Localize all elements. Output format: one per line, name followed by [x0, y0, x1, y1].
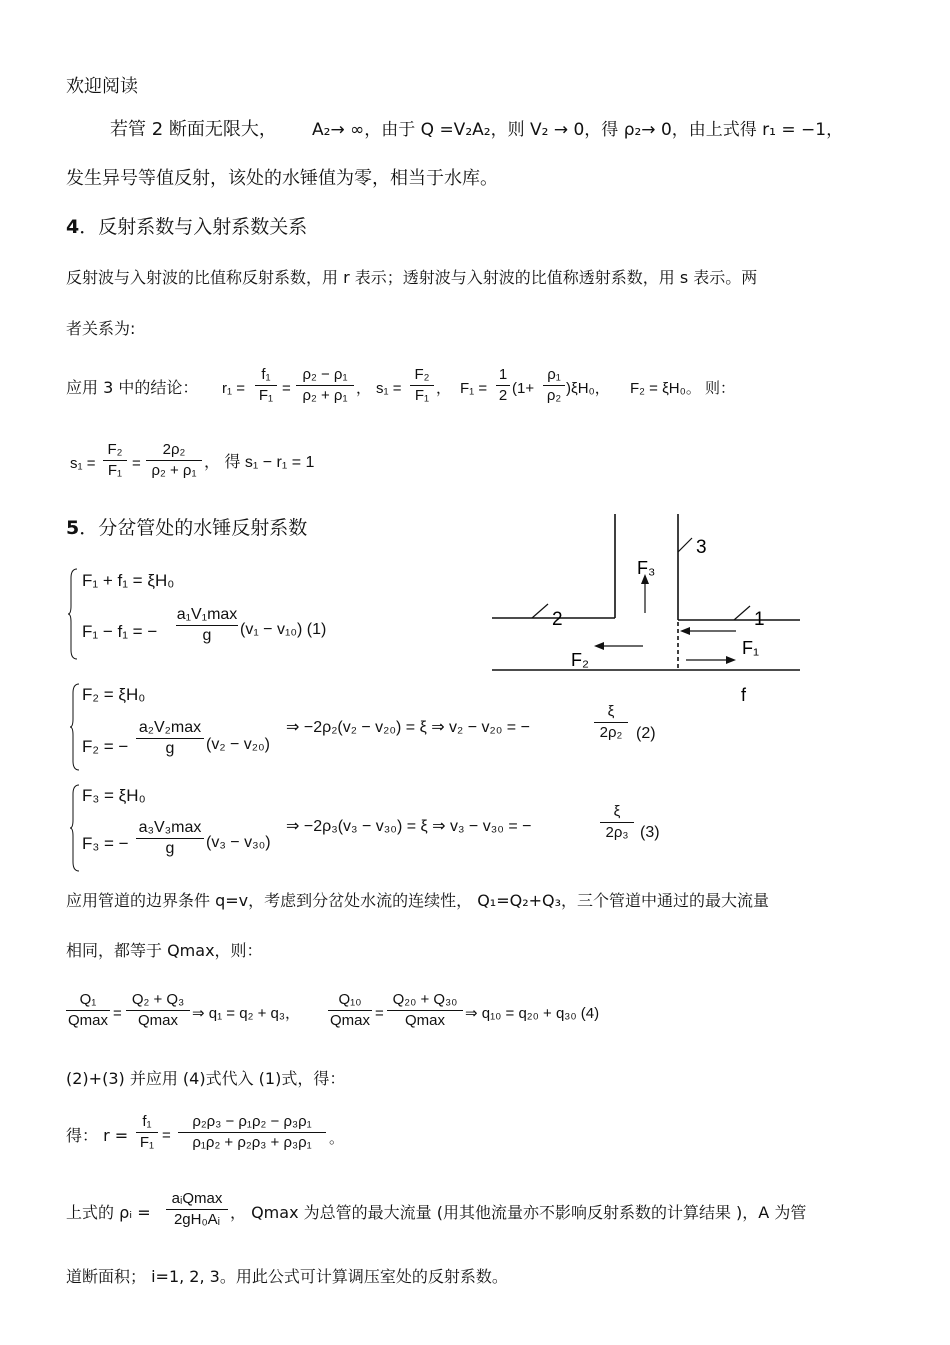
label-F1: F₁ [742, 638, 760, 658]
sys3-result-frac: ξ 2ρ₃ [600, 803, 634, 842]
para9-line1-tail: ， Qmax 为总管的最大流量 (用其他流量亦不影响反射系数的计算结果 )，A 为管 [230, 1203, 807, 1222]
p8-tail: 。 [329, 1130, 345, 1147]
eq-sign-2: = [132, 455, 141, 472]
pipe3-tick [678, 538, 692, 552]
comma: ， [356, 380, 372, 397]
brace-2 [70, 683, 80, 775]
sys2-line2-b: (v₂ − v₂₀) [206, 736, 270, 753]
rho-i-label: 上式的 ρᵢ = [66, 1203, 151, 1222]
brace-3 [70, 784, 80, 876]
section5-title: 分岔管处的水锤反射系数 [98, 517, 308, 539]
sys2-line2-a: F₂ = − [82, 737, 129, 756]
para3-lead: 应用 3 中的结论： [66, 378, 199, 397]
p6-tail: ⇒ q₁₀ = q₂₀ + q₃₀ (4) [465, 1005, 600, 1022]
arrow-F2-head [594, 642, 604, 650]
para2-line2: 者关系为: [66, 319, 136, 338]
p6-mid: ⇒ q₁ = q₂ + q₃， [192, 1005, 300, 1022]
sys2-frac: a₂V₂max g [136, 719, 204, 758]
rho-i-frac: aᵢQmax 2gH₀Aᵢ [166, 1190, 228, 1229]
label-F2: F₂ [571, 650, 589, 670]
paren-open: (1+ [512, 380, 535, 397]
sys3-tag: (3) [640, 824, 660, 841]
sys1-line2-a: F₁ − f₁ = − [82, 622, 158, 641]
para1-line1-a: 若管 2 断面无限大， [110, 119, 277, 140]
para1-line2: 发生异号等值反射，该处的水锤值为零，相当于水库。 [66, 168, 498, 189]
s1-label: s₁ = [376, 380, 402, 397]
sys3-line2-b: (v₃ − v₃₀) [206, 834, 271, 851]
label-pipe2: 2 [552, 609, 563, 630]
F2-over-F1: F₂ F₁ [410, 366, 434, 405]
sys3-line1: F₃ = ξH₀ [82, 786, 146, 805]
arrow-F1-head [680, 627, 690, 635]
brace-2-shape [70, 683, 80, 771]
branch-pipe-diagram [488, 508, 808, 708]
label-pipe1: 1 [754, 609, 765, 630]
sys3-result: ⇒ −2ρ₃(v₃ − v₃₀) = ξ ⇒ v₃ − v₃₀ = − [286, 818, 532, 835]
sys1-line2-b: (v₁ − v₁₀) (1) [240, 621, 327, 638]
f1-over-F1: f₁ F₁ [255, 366, 277, 405]
section5-heading [66, 517, 307, 539]
sys2-line1: F₂ = ξH₀ [82, 685, 146, 704]
F1-tail: )ξH₀， [566, 380, 610, 397]
pipe2-tick [532, 604, 548, 618]
Q10-over-Qmax: Q₁₀ Qmax [329, 991, 370, 1029]
arrow-f-head [726, 656, 736, 664]
brace-3-shape [70, 784, 80, 872]
half: 1 2 [496, 366, 510, 405]
s1-label-2: s₁ = [70, 455, 96, 472]
p8-eq: = [162, 1127, 171, 1144]
Q20Q30-over-Qmax: Q₂₀ + Q₃₀ Qmax [387, 991, 463, 1030]
p6-eq-1: = [113, 1005, 122, 1022]
brace-1-shape [68, 568, 78, 660]
r-label: 得： r = [66, 1126, 129, 1145]
F1-label: F₁ = [460, 380, 488, 397]
para5-line1: 应用管道的边界条件 q=v，考虑到分岔处水流的连续性， Q₁=Q₂+Q₃，三个管道中通过的最大流量 [66, 891, 770, 910]
F2-over-F1-2: F₂ F₁ [103, 441, 127, 480]
section4-dot: ． [79, 216, 99, 238]
sys1-line1: F₁ + f₁ = ξH₀ [82, 571, 175, 590]
sys2-tag: (2) [636, 725, 656, 742]
comma-2: ， [436, 380, 452, 397]
f1-over-F1-r: f₁ F₁ [136, 1113, 158, 1152]
para2-line1: 反射波与入射波的比值称反射系数，用 r 表示；透射波与入射波的比值称透射系数，用 s 表示。两 [66, 268, 758, 287]
r-ratio: ρ₂ρ₃ − ρ₁ρ₂ − ρ₃ρ₁ ρ₁ρ₂ + ρ₂ρ₃ + ρ₃ρ₁ [178, 1113, 326, 1152]
pipe1-tick [734, 606, 750, 620]
s1-ratio: 2ρ₂ ρ₂ + ρ₁ [146, 441, 202, 480]
rho1-over-rho2: ρ₁ ρ₂ [543, 366, 565, 405]
sys3-frac: a₃V₃max g [136, 819, 204, 858]
section4-title: 反射系数与入射系数关系 [98, 216, 308, 238]
sys2-result: ⇒ −2ρ₂(v₂ − v₂₀) = ξ ⇒ v₂ − v₂₀ = − [286, 719, 530, 736]
label-f: f [741, 685, 747, 705]
sys2-result-frac: ξ 2ρ₂ [594, 703, 628, 742]
r1-label: r₁ = [222, 380, 245, 397]
watermark: ​ [520, 442, 600, 557]
p6-eq-2: = [375, 1005, 384, 1022]
para1-line1-b: A₂→ ∞，由于 Q =V₂A₂，则 V₂ → 0，得 ρ₂→ 0，由上式得 r₁ = −1， [312, 120, 844, 140]
rho-ratio: ρ₂ − ρ₁ ρ₂ + ρ₁ [296, 366, 354, 405]
para7: (2)+(3) 并应用 (4)式代入 (1)式，得： [66, 1069, 346, 1088]
F2-expression: F₂ = ξH₀。 则： [630, 380, 736, 397]
sys1-frac: a₁V₁max g [176, 606, 238, 644]
Q1-over-Qmax: Q₁ Qmax [67, 991, 108, 1029]
section4-number: 4 [66, 216, 80, 238]
section4-heading [66, 216, 307, 238]
section5-number: 5 [66, 517, 80, 539]
eq-sign: = [282, 380, 291, 397]
s1-result: ， 得 s₁ − r₁ = 1 [204, 454, 315, 471]
label-pipe3: 3 [696, 537, 707, 558]
para9-line2: 道断面积； i=1, 2, 3。用此公式可计算调压室处的反射系数。 [66, 1267, 508, 1286]
sys3-line2-a: F₃ = − [82, 834, 129, 853]
section5-dot: ． [79, 517, 99, 539]
Q2Q3-over-Qmax: Q₂ + Q₃ Qmax [126, 991, 190, 1030]
brace-1 [68, 568, 78, 664]
page-header: 欢迎阅读 [66, 76, 138, 97]
para5-line2: 相同，都等于 Qmax，则： [66, 941, 263, 960]
label-F3: F₃ [637, 558, 656, 578]
